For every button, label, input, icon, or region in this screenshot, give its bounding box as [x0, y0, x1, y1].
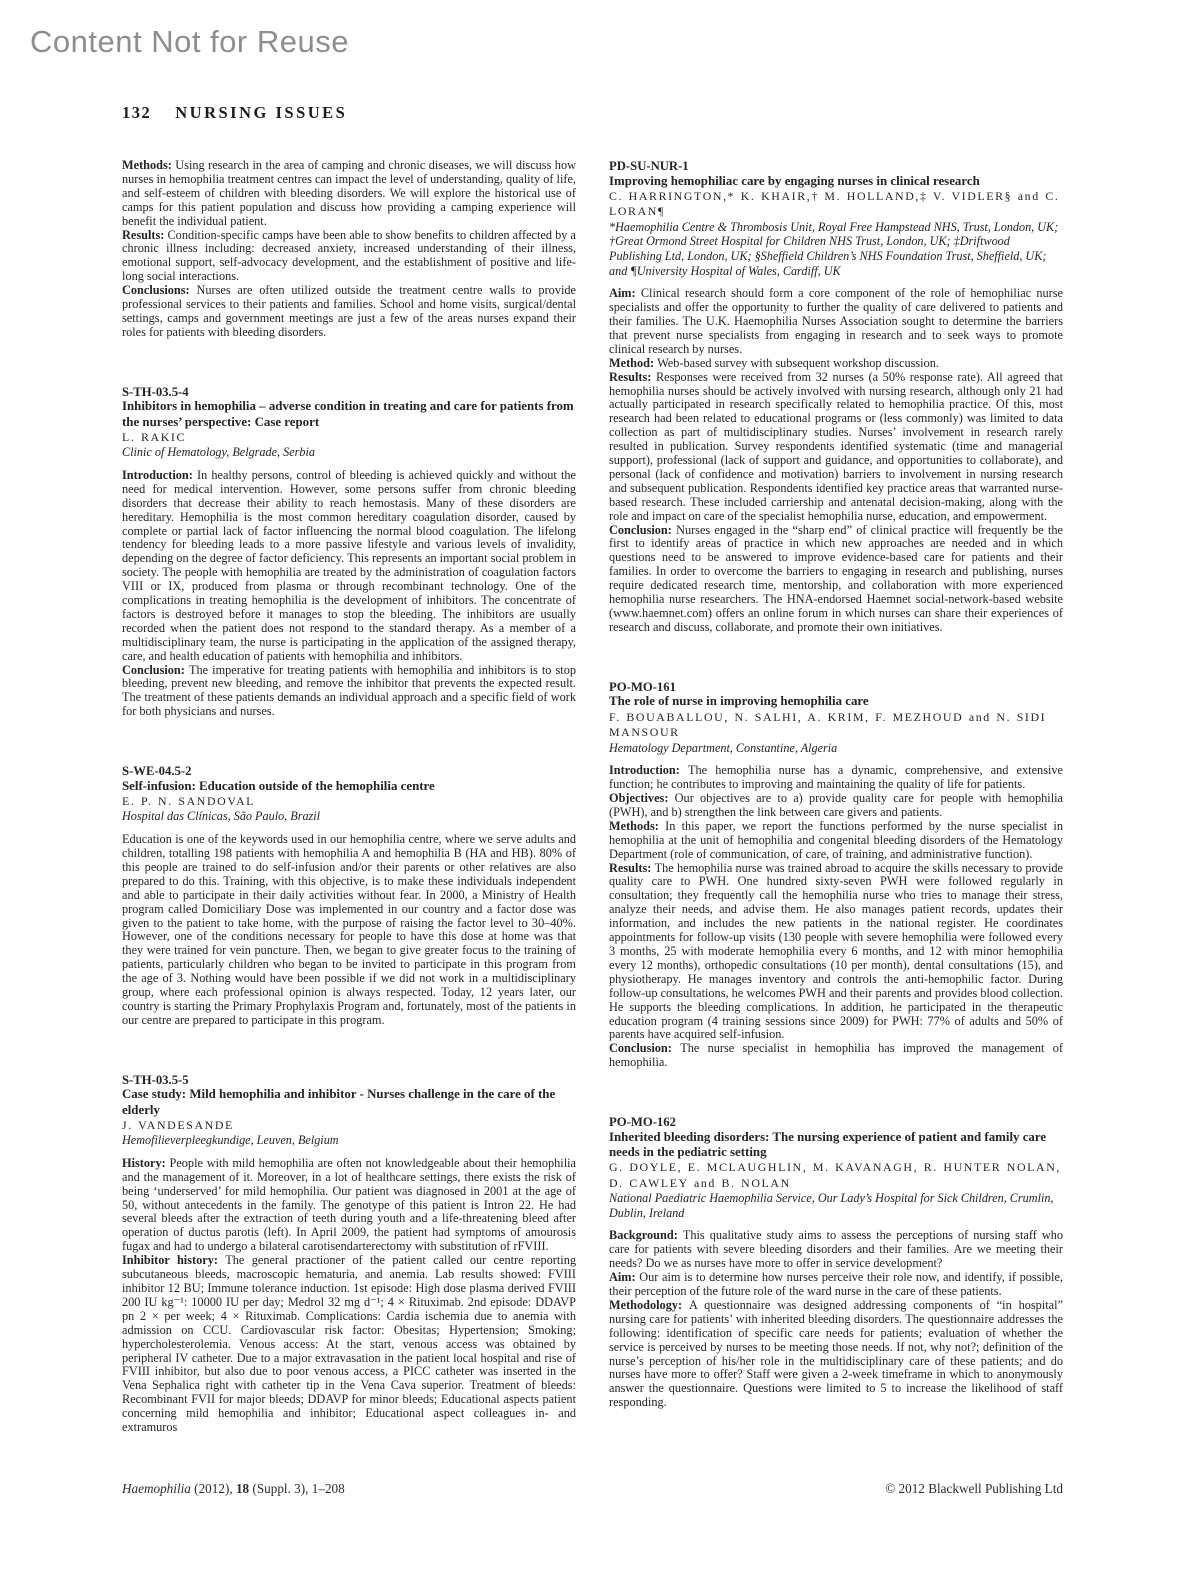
abstract-body	[609, 287, 1063, 635]
abstract-code: S-WE-04.5-2	[122, 764, 192, 779]
abstract-paragraph: Conclusion: Nurses engaged in the “sharp end” of clinical practice will frequently be the first to identify areas of practice in which new approaches are needed and in which questions need to be answered to improve evidence-based care for patients and their families. In order to overcome the barriers to engaging in research and publishing, nurses require dedicated research time, mentorship, and collaboration with more experienced hemophilia nurse researchers. The HNA-endorsed Haemnet social-network-based website (www.haemnet.com) offers an online forum in which nurses can share their experiences of research and discuss, collaborate, and promote their own initiatives.	[609, 522, 1063, 634]
abstract-paragraph: Results: Condition-specific camps have been able to show benefits to children affected by a chronic illness including: decreased anxiety, increased understanding of their illness, emotional support, self-advocacy development, and the establishment of positive and life-long social interactions.	[122, 227, 576, 284]
abstract-title: The role of nurse in improving hemophilia care	[609, 694, 869, 709]
abstract-authors: G. DOYLE, E. MCLAUGHLIN, M. KAVANAGH, R. HUNTER NOLAN, D. CAWLEY and B. NOLAN	[609, 1160, 1061, 1190]
abstract-authors: E. P. N. SANDOVAL	[122, 793, 256, 808]
column-left	[122, 159, 576, 1435]
footer-citation-year: (2012),	[190, 1481, 236, 1496]
journal-page	[122, 103, 1063, 1435]
abstract-code: PD-SU-NUR-1	[609, 159, 689, 173]
abstract-paragraph: Background: This qualitative study aims to assess the perceptions of nursing staff who care for patients with severe bleeding disorders and their families. Are we meeting their needs? Do we as nurses have more to offer in service development?	[609, 1228, 1064, 1271]
paragraph-label: Conclusion:	[609, 1041, 681, 1056]
paragraph-label: Aim:	[609, 1270, 640, 1285]
abstract-paragraph: Inhibitor history: The general practioner of the patient called our centre reporting subcutaneous bleeds, macroscopic hematuria, and anemia. Lab results showed: FVIII inhibitor 12 BU; Immune tolerance induction. 1st episode: High dose plasma derived FVIII 200 IU kg⁻¹: 10000 IU per day; Medrol 32 mg d⁻¹; 4 × Rituximab. 2nd episode: DDAVP pn 2 × per week; 4 × Rituximab. Complications: Cardia ischemia due to anemia with admission on CCU. Cardiovascular risk factor: Obesitas; Hypertension; Smoking; hypercholesterolemia. Venous access: At the start, venous access was obtained by peripheral IV catheter. Due to a major extravasation in the patient local hospital and rise of FVIII inhibitor, but also due to poor venous access, a PICC catheter was inserted in the Vena Sephalica right with catheter tip in the Vena Cava superior. Treatment of bleeds: Recombinant FVII for major bleeds; DDAVP for minor bleeds; Educational aspects patient concerning mild hemophilia and inhibitor; Educational aspect colleagues in- and extramuros	[122, 1253, 576, 1435]
paragraph-label: Aim:	[609, 286, 641, 301]
abstract-paragraph: Methods: Using research in the area of camping and chronic diseases, we will discuss how nurses in hemophilia treatment centres can impact the level of understanding, quality of life, and self-esteem of children with bleeding disorders. We will explore the historical use of camps for this patient population and discuss how providing a camping experience will benefit the individual patient.	[122, 158, 576, 228]
paragraph-label: Objectives:	[609, 791, 675, 806]
two-column-layout	[122, 159, 1063, 1435]
page-footer	[122, 1481, 1063, 1497]
abstract-authors: C. HARRINGTON,* K. KHAIR,† M. HOLLAND,‡ V. VIDLER§ and C. LORAN¶	[609, 188, 1060, 219]
abstract-affiliation: Clinic of Hematology, Belgrade, Serbia	[122, 445, 315, 460]
abstract-paragraph: Aim: Clinical research should form a core component of the role of hemophiliac nurse specialists and offer the opportunity to further the quality of care delivered to patients and their families. The U.K. Haemophilia Nurses Association sought to determine the barriers that prevent nurse specialists from engaging in research and to seek ways to promote clinical research by nurses.	[609, 286, 1063, 356]
abstract-code: PO-MO-162	[609, 1115, 676, 1130]
column-right	[609, 159, 1063, 1410]
paragraph-label: Results:	[609, 369, 656, 384]
footer-copyright: © 2012 Blackwell Publishing Ltd	[885, 1481, 1063, 1496]
abstract-paragraph: Conclusion: The nurse specialist in hemophilia has improved the management of hemophilia.	[609, 1041, 1063, 1070]
paragraph-label: Conclusion:	[122, 662, 189, 677]
abstract-s-th-03-5-4	[122, 385, 576, 719]
abstract-affiliation: Hemofilieverpleegkundige, Leuven, Belgium	[122, 1133, 339, 1148]
abstract-paragraph: Conclusions: Nurses are often utilized outside the treatment centre walls to provide professional services to their patients and families. School and home visits, surgical/dental settings, camps and government meetings are just a few of the areas nurses expand their roles for patients with bleeding disorders.	[122, 283, 576, 339]
abstract-authors: F. BOUABALLOU, N. SALHI, A. KRIM, F. MEZHOUD and N. SIDI MANSOUR	[609, 709, 1047, 740]
watermark: Content Not for Reuse	[30, 24, 349, 59]
paragraph-label: Inhibitor history:	[122, 1253, 226, 1268]
footer-citation-pages: (Suppl. 3), 1–208	[249, 1481, 345, 1496]
journal-name: Haemophilia	[122, 1481, 191, 1496]
abstract-paragraph: Objectives: Our objectives are to a) provide quality care for people with hemophilia (PWH), and b) strengthen the link between care givers and patients.	[609, 791, 1063, 819]
abstract-body	[122, 1157, 576, 1435]
section-title: NURSING ISSUES	[175, 103, 348, 122]
abstract-title: Inherited bleeding disorders: The nursing experience of patient and family care needs in the pediatric setting	[609, 1129, 1047, 1159]
abstract-paragraph: Methods: In this paper, we report the functions performed by the nurse specialist in hemophilia at the unit of hemophilia and congenital bleeding disorders of the Hematology Department (role of communication, of care, of training, and administrative function).	[609, 818, 1063, 861]
paragraph-label: Method:	[609, 355, 658, 370]
paragraph-label: Introduction:	[122, 467, 197, 482]
paragraph-label: Methods:	[122, 158, 176, 172]
footer-citation	[122, 1481, 345, 1497]
abstract-title: Case study: Mild hemophilia and inhibitor - Nurses challenge in the care of the elderly	[122, 1087, 556, 1117]
footer-volume: 18	[235, 1481, 250, 1496]
paragraph-label: Results:	[122, 227, 168, 242]
paragraph-label: Conclusions:	[122, 283, 197, 298]
abstract-body	[122, 833, 576, 1028]
abstract-title: Inhibitors in hemophilia – adverse condition in treating and care for patients from the nurses’ perspective: Case report	[122, 399, 574, 429]
paragraph-label: Background:	[609, 1228, 683, 1243]
paragraph-label: History:	[122, 1155, 170, 1170]
abstract-paragraph: Results: The hemophilia nurse was trained abroad to acquire the skills necessary to provide quality care to PWH. One hundred sixty-seven PWH were followed regularly in consultation; they frequently call the hemophilia nurse who tries to manage their stress, analyze their needs, and advise them. He also manages patient records, updates their information, and includes the new patients in the national register. He coordinates appointments for follow-up visits (130 people with severe hemophilia were followed every 3 months, 25 with moderate hemophilia every 6 months, and 12 with minor hemophilia every 12 months), orthopedic consultations (10 per month), dental consultations (15), and physiotherapy. He manages inventory and controls the anti-hemophilic factor. During follow-up consultations, he welcomes PWH and their parents and provides blood collection. He supports the bleeding complications. In addition, he participated in the therapeutic education program (4 training sessions since 2009) for PWH: 77% of adults and 50% of parents have acquired self-infusion.	[609, 860, 1063, 1042]
abstract-paragraph: History: People with mild hemophilia are often not knowledgeable about their hemophilia and the management of it. Moreover, in a lot of healthcare settings, there exists the risk of being ‘underserved’ for mild hemophilia. Our patient was diagnosed in 2001 at the age of 50, without antecedents in the family. The genotype of this patient is Intron 22. He had several bleeds after the extraction of teeth during youth and a life-threatening bleed after operation of ductus parotis (left). In April 2009, the patient had symptoms of amourosis fugax and had to undergo a bilateral carotisendarterectomy with substitution of rFVIII.	[122, 1155, 576, 1254]
abstract-pd-su-nur-1	[609, 159, 1063, 635]
page-header	[122, 103, 1063, 123]
abstract-code: S-TH-03.5-5	[122, 1072, 189, 1087]
abstract-paragraph: Conclusion: The imperative for treating patients with hemophilia and inhibitors is to stop bleeding, prevent new bleeding, and remove the inhibitor that prevents the expected result. The treatment of these patients demands an individual approach and a specific field of work for both physicians and nurses.	[122, 662, 576, 719]
abstract-paragraph: Results: Responses were received from 32 nurses (a 50% response rate). All agreed that hemophilia nurses should be actively involved with nursing research, although only 21 had actually participated in research specifically related to hemophilia practice. Of this, most research had been related to educational programs or (less commonly) was limited to data collection as part of multidisciplinary studies. Nurses’ involvement in research rarely resulted in publication. Survey respondents identified systematic (time and managerial support), professional (lack of support and guidance, and opportunities to collaborate), and personal (lack of confidence and motivation) barriers to involvement in nursing research and subsequent publication. Respondents identified key practice areas that warranted nurse-based research. These included carriership and antenatal decision-making, along with the role and impact on care of the specialist hemophilia nurse, education, and empowerment.	[609, 369, 1064, 523]
paragraph-label: Results:	[609, 860, 655, 875]
abstract-title: Improving hemophiliac care by engaging nurses in clinical research	[609, 173, 980, 188]
abstract-continued	[122, 159, 576, 340]
abstract-paragraph: Method: Web-based survey with subsequent workshop discussion.	[609, 355, 939, 370]
abstract-authors: L. RAKIC	[122, 429, 187, 444]
abstract-po-mo-162	[609, 1115, 1063, 1410]
abstract-authors: J. VANDESANDE	[122, 1117, 234, 1132]
abstract-body	[609, 764, 1063, 1070]
abstract-body	[609, 1229, 1063, 1410]
abstract-paragraph: Introduction: In healthy persons, control of bleeding is achieved quickly and without the need for medical intervention. However, some persons suffer from chronic bleeding disorders that decrease their ability to reach hemostasis. Many of these disorders are hereditary. Hemophilia is the most common hereditary coagulation disorder, caused by complete or partial lack of factor influencing the normal blood coagulation. The lifelong tendency for bleeding leads to a more passive lifestyle and various levels of invalidity, depending on the degree of factor deficiency. This represents an important social problem in society. The people with hemophilia are treated by the administration of coagulation factors VIII or IX, produced from plasma or through recombinant technology. One of the complications in treating hemophilia is the development of inhibitors. The concentrate of factors is destroyed before it manages to stop the bleeding. The inhibitors are usually recorded when the patient does not respond to the standard therapy. As a member of a multidisciplinary team, the nurse is participating in the application of the assigned therapy, care, and health education of patients with hemophilia and inhibitors.	[122, 467, 576, 663]
page-number: 132	[122, 103, 152, 122]
abstract-paragraph: Aim: Our aim is to determine how nurses perceive their role now, and identify, if possible, their perception of the future role of the ward nurse in the care of these patients.	[609, 1270, 1063, 1298]
abstract-paragraph: Methodology: A questionnaire was designed addressing components of “in hospital” nursing care for patients’ with inherited bleeding disorders. The questionnaire addresses the following: identification of specific care needs for patients; evaluation of whether the service is perceived by nurses to be meeting those needs. If not, why not?; definition of the nurse’s perception of his/her role in the multidisciplinary care of these patients; and do nurses have more to offer? Staff were given a 2-week timeframe in which to anonymously answer the questionnaire. Questions were limited to 5 to increase the likelihood of staff responding.	[609, 1297, 1063, 1410]
abstract-s-th-03-5-5	[122, 1073, 576, 1435]
paragraph-label: Methodology:	[609, 1297, 689, 1312]
abstract-code: PO-MO-161	[609, 679, 676, 694]
abstract-affiliation: *Haemophilia Centre & Thrombosis Unit, Royal Free Hampstead NHS, Trust, London, UK; †Great Ormond Street Hospital for Children NHS Trust, London, UK; ‡Driftwood Publishing Ltd, London, UK; §Sheffield Children’s NHS Foundation Trust, Sheffield, UK; and ¶University Hospital of Wales, Cardiff, UK	[609, 219, 1059, 278]
abstract-body	[122, 469, 576, 719]
paragraph-label: Introduction:	[609, 763, 688, 778]
abstract-paragraph: Education is one of the keywords used in our hemophilia centre, where we serve adults and children, totalling 198 patients with hemophilia A and hemophilia B (HA and HB). 80% of this people are trained to do self-infusion and/or their parents or other relatives are also prepared to do this. Training, with this objective, is to make these individuals independent and able to participate in their daily activities without fear. In 2000, a Ministry of Health program called Domiciliary Dose was implemented in our country and a factor dose was given to the patient to take home, with the purpose of raising the factor level to 30–40%. However, one of the conditions necessary for people to have this dose at home was that they were trained for vein puncture. Then, we began to give greater focus to the training of patients, particularly children who began to be invited to participate in this program from the age of 3. Nothing would have been possible if we did not work in a multidisciplinary group, where each professional opinion is always respected. Today, 12 years later, our country is starting the Primary Prophylaxis Program and, fortunately, most of the patients in our centre are prepared to participate in this program.	[122, 832, 576, 1027]
abstract-affiliation: Hematology Department, Constantine, Algeria	[609, 740, 838, 755]
abstract-po-mo-161	[609, 680, 1063, 1070]
abstract-affiliation: Hospital das Clínicas, São Paulo, Brazil	[122, 809, 321, 824]
abstract-title: Self-infusion: Education outside of the hemophilia centre	[122, 778, 435, 793]
abstract-affiliation: National Paediatric Haemophilia Service, Our Lady’s Hospital for Sick Children, Crumlin, Dublin, Ireland	[609, 1191, 1054, 1220]
abstract-s-we-04-5-2	[122, 764, 576, 1028]
abstract-body	[122, 159, 576, 340]
abstract-paragraph: Introduction: The hemophilia nurse has a dynamic, comprehensive, and extensive function; he contributes to improving and maintaining the quality of life for patients.	[609, 763, 1063, 792]
paragraph-label: Methods:	[609, 818, 666, 833]
abstract-code: S-TH-03.5-4	[122, 384, 189, 399]
paragraph-label: Conclusion:	[609, 522, 677, 537]
